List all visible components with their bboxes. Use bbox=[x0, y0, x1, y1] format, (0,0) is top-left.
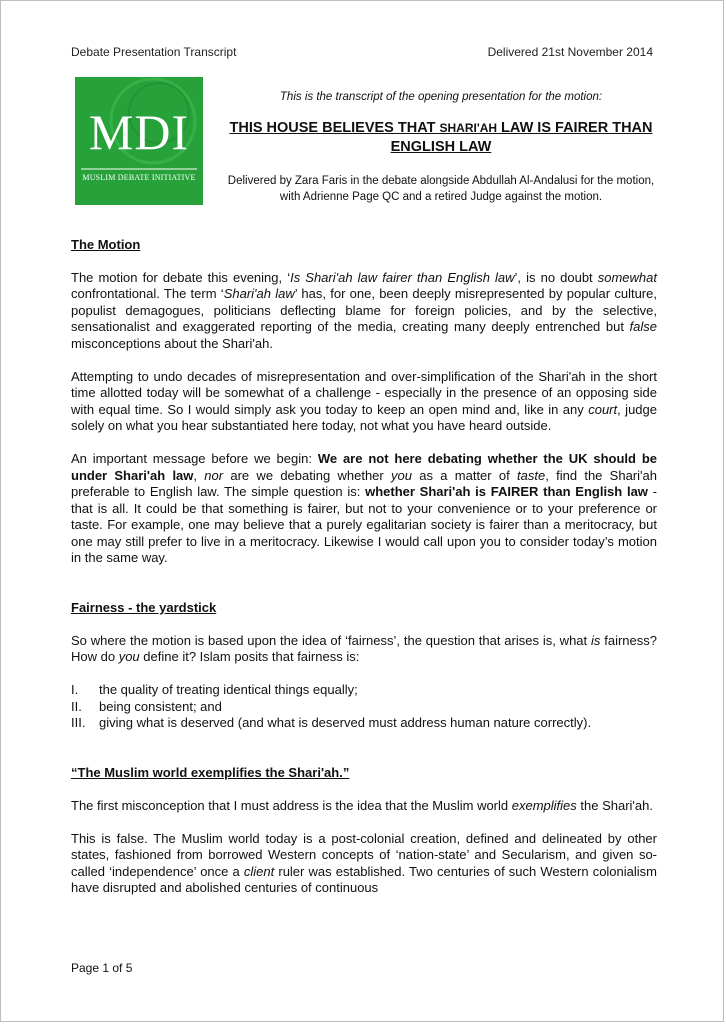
list-item: II. being consistent; and bbox=[71, 698, 222, 714]
logo-subtitle: MUSLIM DEBATE INITIATIVE bbox=[82, 173, 196, 182]
motion-title-part2: LAW IS FAIRER THAN ENGLISH LAW bbox=[390, 120, 653, 155]
list-item: I. the quality of treating identical things equally; bbox=[71, 682, 358, 697]
motion-title-part1: THIS HOUSE BELIEVES THAT bbox=[229, 120, 440, 136]
header-date: Delivered 21st November 2014 bbox=[487, 45, 653, 59]
section-heading-motion: The Motion bbox=[71, 237, 141, 252]
fairness-list bbox=[71, 682, 657, 732]
intro-line: This is the transcript of the opening presentation for the motion: bbox=[279, 91, 603, 103]
motion-title-shariah: SHARI'AH bbox=[439, 121, 498, 135]
paragraph-motion-3: An important message before we begin: We are not here debating whether the UK should be under Shari'ah law, nor are we debating whether you as a matter of taste, find the Shari'ah preferable to English law. The simple question is: whether Shari'ah is FAIRER than English law - that is all. It could be that something is fairer, but not to your convenience or to your preference or taste. For example, one may believe that a purely egalitarian society is fairer than a meritocracy, but one may still prefer to live in a meritocracy. Likewise I would call upon you to consider today’s motion in the same way. bbox=[71, 451, 657, 565]
paragraph-motion-2: Attempting to undo decades of misrepresentation and over-simplification of the Shari'ah in the short time allotted today will be somewhat of a challenge - especially in the presence of an opposing side with equal time. So I would simply ask you today to keep an open mind and, like in any court, judge solely on what you hear substantiated here today, not what you have heard outside. bbox=[71, 368, 657, 433]
delivered-by: Delivered by Zara Faris in the debate alongside Abdullah Al-Andalusi for the motion, with Adrienne Page QC and a retired Judge against the motion. bbox=[227, 175, 655, 203]
section-heading-fairness: Fairness - the yardstick bbox=[71, 600, 217, 615]
paragraph-fairness-1: So where the motion is based upon the idea of ‘fairness’, the question that arises is, what is fairness? How do you define it? Islam posits that fairness is: bbox=[71, 632, 657, 664]
paragraph-motion-1: The motion for debate this evening, ‘Is Shari'ah law fairer than English law’, is no doubt somewhat confrontational. The term ‘Shari'ah law’ has, for one, been deeply misrepresented by popular culture, populist demagogues, politicians deflecting blame for foreign policies, and by the selective, sensationalist and exaggerated reporting of the media, creating many deeply entrenched but false misconceptions about the Shari'ah. bbox=[71, 269, 657, 351]
list-item: III. giving what is deserved (and what is deserved must address human nature correctly). bbox=[71, 715, 592, 730]
page-number: Page 1 of 5 bbox=[71, 961, 133, 975]
mdi-logo bbox=[75, 77, 203, 205]
motion-title bbox=[225, 119, 657, 157]
section-heading-muslim-world: “The Muslim world exemplifies the Shari'ah.” bbox=[71, 765, 350, 780]
paragraph-muslim-world-2: This is false. The Muslim world today is a post-colonial creation, defined and delineated by other states, fashioned from borrowed Western concepts of ‘nation-state’ and Secularism, and given so-called ‘independence’ once a client ruler was established. Two centuries of such Western colonialism have disrupted and abolished centuries of continuous bbox=[71, 830, 657, 895]
paragraph-muslim-world-1: The first misconception that I must address is the idea that the Muslim world exemplifies the Shari'ah. bbox=[71, 797, 653, 813]
logo-initials: MDI bbox=[88, 104, 190, 160]
main-content bbox=[71, 237, 657, 913]
header-title: Debate Presentation Transcript bbox=[71, 45, 237, 59]
